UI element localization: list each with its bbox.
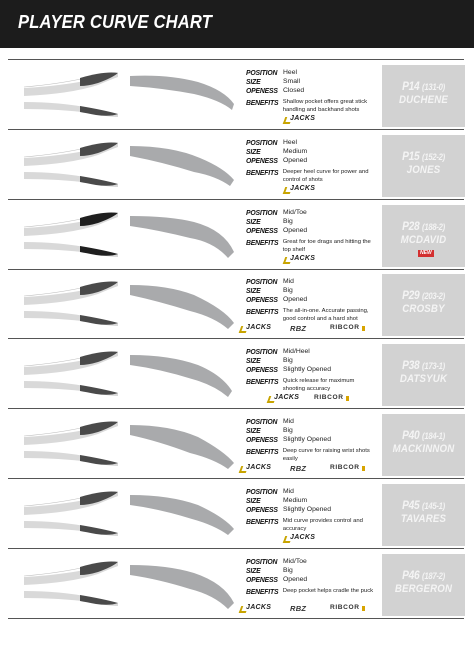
- openess-label: OPENESS: [246, 155, 278, 165]
- brand-rbz-logo: RBZ: [290, 603, 307, 613]
- size-label: SIZE: [246, 426, 261, 435]
- blade-profile-icon: [128, 140, 238, 192]
- openess-value: Opened: [283, 226, 308, 234]
- size-label: SIZE: [246, 495, 261, 505]
- openess-label: OPENESS: [246, 504, 278, 514]
- player-box: [382, 344, 465, 406]
- position-value: Mid/Toe: [283, 208, 307, 216]
- player-name: BERGERON: [394, 582, 453, 595]
- benefits-value: Deep curve for raising wrist shots easily: [282, 448, 370, 462]
- stick-top-view-icon: [20, 485, 120, 543]
- position-label: POSITION: [246, 417, 278, 426]
- player-name: MCDAVID: [400, 233, 447, 246]
- size-label: SIZE: [246, 356, 261, 366]
- position-label: POSITION: [246, 68, 278, 77]
- row-divider: [8, 338, 464, 339]
- curve-row: [0, 132, 474, 200]
- openess-label: OPENESS: [246, 365, 278, 375]
- position-value: Mid: [283, 278, 294, 286]
- position-label: POSITION: [246, 277, 278, 287]
- brand-ribcor-logo: RIBCOR: [330, 324, 360, 332]
- stick-top-view-icon: [20, 66, 120, 124]
- curve-row: [0, 411, 474, 479]
- openess-label: OPENESS: [246, 295, 278, 305]
- blade-profile-icon: [128, 210, 238, 262]
- benefits-label: BENEFITS: [246, 167, 279, 177]
- openess-label: OPENESS: [246, 574, 278, 584]
- size-value: Small: [283, 78, 300, 85]
- spec-block: [246, 277, 378, 323]
- curve-code: P28 (188-2): [402, 218, 445, 233]
- player-box: [382, 205, 465, 267]
- benefits-label: BENEFITS: [246, 586, 279, 596]
- curve-row: [0, 62, 474, 130]
- brand-logos: [246, 324, 378, 333]
- position-value: Mid: [283, 418, 294, 425]
- size-label: SIZE: [246, 146, 261, 156]
- spec-block: [246, 208, 378, 254]
- brand-ribcor-logo: RIBCOR: [330, 464, 360, 471]
- row-divider: [8, 59, 464, 60]
- brand-logos: [246, 604, 378, 613]
- player-name: CROSBY: [402, 303, 445, 316]
- player-name: JONES: [406, 163, 441, 176]
- brand-jacks-logo: JACKS: [246, 464, 272, 471]
- brand-rbz-logo: RBZ: [290, 324, 307, 334]
- row-divider: [8, 408, 464, 409]
- openess-value: Slightly Opened: [283, 366, 331, 374]
- brand-jacks-logo: JACKS: [290, 533, 316, 541]
- brand-jacks-logo: JACKS: [274, 394, 300, 402]
- curve-row: [0, 271, 474, 339]
- position-label: POSITION: [246, 347, 278, 357]
- player-name: DUCHENE: [398, 94, 449, 106]
- player-name: MACKINNON: [392, 443, 455, 455]
- openess-label: OPENESS: [246, 435, 278, 444]
- size-label: SIZE: [246, 216, 261, 226]
- openess-value: Slightly Opened: [283, 505, 331, 513]
- blade-profile-icon: [128, 70, 238, 122]
- position-label: POSITION: [246, 207, 278, 217]
- size-value: Big: [283, 217, 293, 225]
- openess-label: OPENESS: [246, 225, 278, 235]
- title-bar: [0, 0, 474, 48]
- benefits-label: BENEFITS: [246, 307, 279, 317]
- openess-value: Opened: [283, 296, 308, 304]
- row-divider: [8, 129, 464, 130]
- openess-label: OPENESS: [246, 86, 278, 95]
- brand-logos: [246, 115, 378, 124]
- curve-code: P46 (187-2): [402, 567, 445, 582]
- position-value: Heel: [283, 138, 297, 146]
- brand-rbz-logo: RBZ: [290, 464, 307, 473]
- curve-code: P14 (131-0): [402, 79, 445, 93]
- benefits-label: BENEFITS: [246, 237, 279, 247]
- brand-logos: [246, 185, 378, 194]
- curve-code: P45 (145-1): [402, 497, 445, 512]
- player-name: TAVARES: [400, 512, 447, 525]
- brand-logos: [246, 534, 378, 543]
- player-box: [382, 484, 465, 546]
- player-box: [382, 274, 465, 336]
- brand-jacks-logo: JACKS: [246, 603, 272, 611]
- curve-row: [0, 481, 474, 549]
- benefits-value: The all-in-one. Accurate passing, good control and a hard shot: [282, 308, 369, 323]
- blade-profile-icon: [128, 419, 238, 471]
- size-label: SIZE: [246, 565, 261, 575]
- spec-block: [246, 138, 378, 184]
- stick-top-view-icon: [20, 415, 120, 473]
- row-divider: [8, 618, 464, 619]
- row-divider: [8, 548, 464, 549]
- size-value: Big: [283, 357, 293, 365]
- player-name: DATSYUK: [399, 373, 448, 386]
- benefits-value: Shallow pocket offers great stick handling and backhand shots: [282, 99, 368, 113]
- position-label: POSITION: [246, 486, 278, 496]
- position-value: Heel: [283, 69, 297, 76]
- new-badge: NEW: [420, 249, 432, 256]
- stick-top-view-icon: [20, 345, 120, 403]
- row-divider: [8, 478, 464, 479]
- curve-code: P15 (152-2): [402, 148, 445, 163]
- size-label: SIZE: [246, 77, 261, 86]
- position-label: POSITION: [246, 556, 278, 566]
- size-value: Big: [283, 427, 293, 434]
- curve-code: P40 (184-1): [402, 428, 445, 442]
- curve-code: P38 (173-1): [402, 358, 445, 373]
- spec-block: [246, 347, 378, 393]
- row-divider: [8, 269, 464, 270]
- brand-jacks-logo: JACKS: [290, 184, 316, 192]
- stick-top-view-icon: [20, 206, 120, 264]
- size-value: Medium: [283, 496, 308, 504]
- size-value: Big: [283, 566, 293, 574]
- blade-profile-icon: [128, 349, 238, 401]
- benefits-label: BENEFITS: [246, 98, 279, 107]
- row-divider: [8, 199, 464, 200]
- position-value: Mid: [283, 487, 294, 495]
- spec-block: [246, 417, 378, 463]
- benefits-value: Deeper heel curve for power and control of shots: [282, 168, 369, 183]
- openess-value: Slightly Opened: [283, 436, 331, 443]
- page-title: PLAYER CURVE CHART: [18, 12, 213, 32]
- curve-row: [0, 341, 474, 409]
- player-box: [382, 135, 465, 197]
- size-value: Big: [283, 287, 293, 295]
- stick-top-view-icon: [20, 136, 120, 194]
- size-label: SIZE: [246, 286, 261, 296]
- curve-row: [0, 202, 474, 270]
- brand-logos: [246, 255, 378, 264]
- curve-code: P29 (203-2): [402, 288, 445, 303]
- player-box: [382, 554, 465, 616]
- brand-ribcor-logo: RIBCOR: [314, 394, 344, 402]
- brand-jacks-logo: JACKS: [290, 115, 316, 122]
- openess-value: Opened: [283, 156, 308, 164]
- brand-logos: [246, 394, 378, 403]
- openess-value: Closed: [283, 87, 305, 94]
- blade-profile-icon: [128, 559, 238, 611]
- position-label: POSITION: [246, 137, 278, 147]
- brand-jacks-logo: JACKS: [246, 324, 272, 332]
- benefits-value: Great for toe drags and hitting the top shelf: [282, 238, 371, 253]
- benefits-value: Mid curve provides control and accuracy: [282, 517, 363, 532]
- position-value: Mid/Toe: [283, 557, 307, 565]
- stick-top-view-icon: [20, 275, 120, 333]
- benefits-label: BENEFITS: [246, 447, 279, 456]
- curve-row: [0, 551, 474, 619]
- benefits-value: Deep pocket helps cradle the puck: [282, 587, 374, 594]
- player-box: [382, 65, 465, 127]
- position-value: Mid/Heel: [283, 348, 310, 356]
- stick-top-view-icon: [20, 555, 120, 613]
- spec-block: [246, 487, 378, 533]
- spec-block: [246, 557, 378, 596]
- player-box: [382, 414, 465, 476]
- brand-jacks-logo: JACKS: [290, 254, 316, 262]
- openess-value: Opened: [283, 575, 308, 583]
- blade-profile-icon: [128, 279, 238, 331]
- brand-logos: [246, 464, 378, 473]
- spec-block: [246, 68, 378, 114]
- benefits-label: BENEFITS: [246, 377, 279, 387]
- benefits-label: BENEFITS: [246, 516, 279, 526]
- brand-ribcor-logo: RIBCOR: [330, 603, 360, 611]
- benefits-value: Quick release for maximum shooting accuracy: [282, 378, 355, 393]
- size-value: Medium: [283, 147, 308, 155]
- blade-profile-icon: [128, 489, 238, 541]
